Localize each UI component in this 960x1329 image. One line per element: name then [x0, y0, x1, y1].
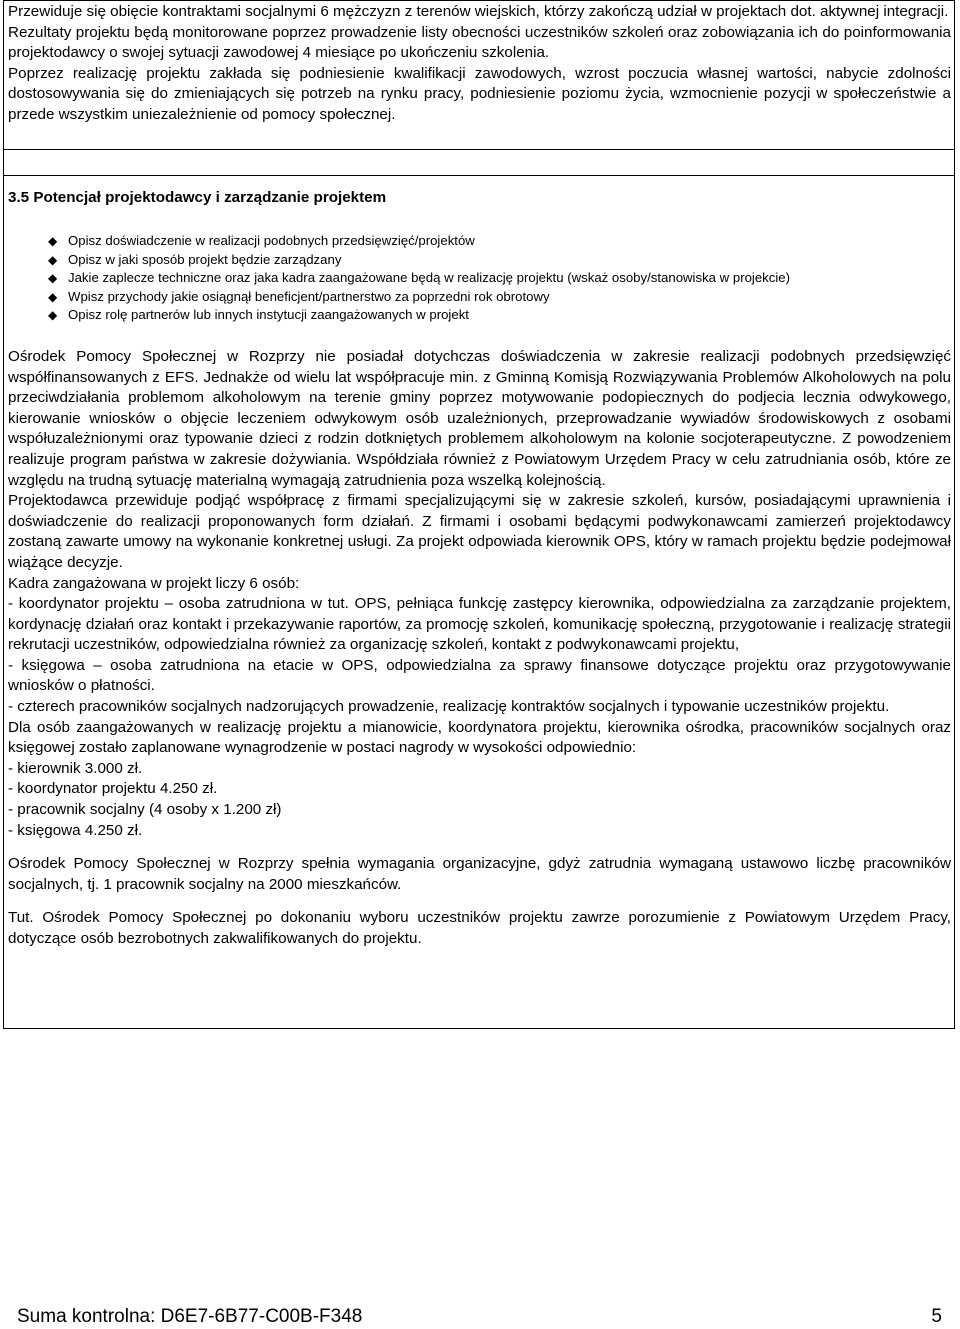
section-body	[4, 325, 954, 950]
diamond-bullet-icon: ◆	[48, 234, 58, 248]
paragraph: Projektodawca przewiduje podjąć współpracę z firmami specjalizującymi się w zakresie szkoleń, kursów, posiadającymi uprawnienia i doświadczenie do realizacji proponowanych form działań. Z firmami i osobami będącymi podwykonawcami zamierzeń projektodawcy zostaną zawarte umowy na wykonanie konkretnej usługi. Za projekt odpowiada kierownik OPS, który w ramach projektu będzie podejmował wiążące decyzje.	[8, 492, 951, 571]
requirements-list	[48, 232, 954, 325]
paragraph: - księgowa – osoba zatrudniona na etacie w OPS, odpowiedzialna za sprawy finansowe dotyczące projektu oraz przygotowywanie wniosków o płatności.	[8, 656, 951, 695]
list-item: ◆ Opisz w jaki sposób projekt będzie zarządzany	[48, 251, 954, 270]
page-number: 5	[931, 1306, 942, 1327]
empty-row	[3, 149, 955, 176]
paragraph: Poprzez realizację projektu zakłada się podniesienie kwalifikacji zawodowych, wzrost poczucia własnej wartości, nabycie zdolności dostosowywania się do zmieniających się potrzeb na rynku pracy, podniesienie poziomu życia, wzmocnienie pozycji w społeczeństwie a przede wszystkim uniezależnienie od pomocy społecznej.	[8, 64, 951, 123]
paragraph: - koordynator projektu – osoba zatrudniona w tut. OPS, pełniąca funkcję zastępcy kierownika, odpowiedzialna za zarządzanie projektem, kordynację działań oraz kontakt i przekazywanie raportów, za promocję szkoleń, komunikację społeczną, przygotowanie i realizację strategii rekrutacji uczestników, odpowiedzialna również za organizację szkoleń, kontakt z podwykonawcami projektu,	[8, 595, 951, 654]
paragraph: Tut. Ośrodek Pomocy Społecznej po dokonaniu wyboru uczestników projektu zawrze porozumienie z Powiatowym Urzędem Pracy, dotyczące osób bezrobotnych zakwalifikowanych do projektu.	[8, 909, 951, 947]
list-item: ◆ Opisz doświadczenie w realizacji podobnych przedsięwzięć/projektów	[48, 232, 954, 251]
checksum-label: Suma kontrolna: D6E7-6B77-C00B-F348	[17, 1306, 363, 1327]
paragraph: Przewiduje się obięcie kontraktami socjalnymi 6 mężczyzn z terenów wiejskich, którzy zakończą udział w projektach dot. aktywnej integracji.	[8, 3, 949, 20]
diamond-bullet-icon: ◆	[48, 289, 58, 304]
salary-line: - pracownik socjalny (4 osoby x 1.200 zł)	[8, 801, 282, 819]
paragraph: Ośrodek Pomocy Społecznej w Rozprzy spełnia wymagania organizacyjne, gdyż zatrudnia wymaganą ustawowo liczbę pracowników socjalnych, tj. 1 pracownik socjalny na 2000 mieszkańców.	[8, 855, 951, 893]
section-title: 3.5 Potencjał projektodawcy i zarządzanie projektem	[8, 189, 387, 206]
paragraph: - czterech pracowników socjalnych nadzorujących prowadzenie, realizację kontraktów socjalnych i typowanie uczestników projektu.	[8, 698, 890, 716]
diamond-bullet-icon: ◆	[48, 252, 58, 267]
salary-line: - koordynator projektu 4.250 zł.	[8, 780, 218, 798]
list-item: ◆ Opisz rolę partnerów lub innych instytucji zaangażowanych w projekt	[48, 306, 954, 325]
salary-line: - księgowa 4.250 zł.	[8, 821, 143, 839]
results-box	[3, 0, 955, 150]
list-item: ◆ Wpisz przychody jakie osiągnął beneficjent/partnerstwo za poprzedni rok obrotowy	[48, 288, 954, 307]
paragraph: Dla osób zaangażowanych w realizację projektu a mianowicie, koordynatora projektu, kierownika ośrodka, pracowników socjalnych oraz księgowej zostało zaplanowane wynagrodzenie w postaci nagrody w wysokości odpowiednio:	[8, 718, 951, 757]
section-box	[3, 175, 955, 1029]
diamond-bullet-icon: ◆	[48, 271, 58, 286]
paragraph: Rezultaty projektu będą monitorowane poprzez prowadzenie listy obecności uczestników szkoleń oraz zobowiązania ich do poinformowania projektodawcy o swojej sytuacji zawodowej 4 miesiące po ukończeniu szkolenia.	[8, 23, 951, 62]
results-text	[4, 1, 954, 126]
salary-line: - kierownik 3.000 zł.	[8, 759, 143, 777]
diamond-bullet-icon: ◆	[48, 308, 58, 323]
list-item: ◆ Jakie zaplecze techniczne oraz jaka kadra zaangażowane będą w realizację projektu (wskaż osoby/stanowiska w projekcie)	[48, 269, 954, 288]
paragraph: Kadra zangażowana w projekt liczy 6 osób:	[8, 574, 300, 592]
paragraph: Ośrodek Pomocy Społecznej w Rozprzy nie posiadał dotychczas doświadczenia w zakresie realizacji podobnych przedsięwzięć współfinansowanych z EFS. Jednakże od wielu lat współpracuje min. z Gminną Komisją Rozwiązywania Problemów Alkoholowych na polu przeciwdziałania problemom alkoholowym na terenie gminy poprzez motywowanie podopiecznych do podjecia lecznia odwykowego, kierowanie wniosków o objęcie leczeniem odwykowym osób uzależnionych, przeprowadzanie wywiadów środowiskowych z osobami współuzależnionymi oraz typowanie dzieci z rodzin dotkniętych problemem alkoholowym na kolonie socjoterapeutyczne. Z powodzeniem realizuje program państwa w zakresie dożywiania. Współdziała również z Powiatowym Urzędem Pracy w celu zatrudniania osób, które ze względu na trudną sytuację materialną wymagają zatrudnienia poza wszelką kolejnością.	[8, 347, 951, 489]
